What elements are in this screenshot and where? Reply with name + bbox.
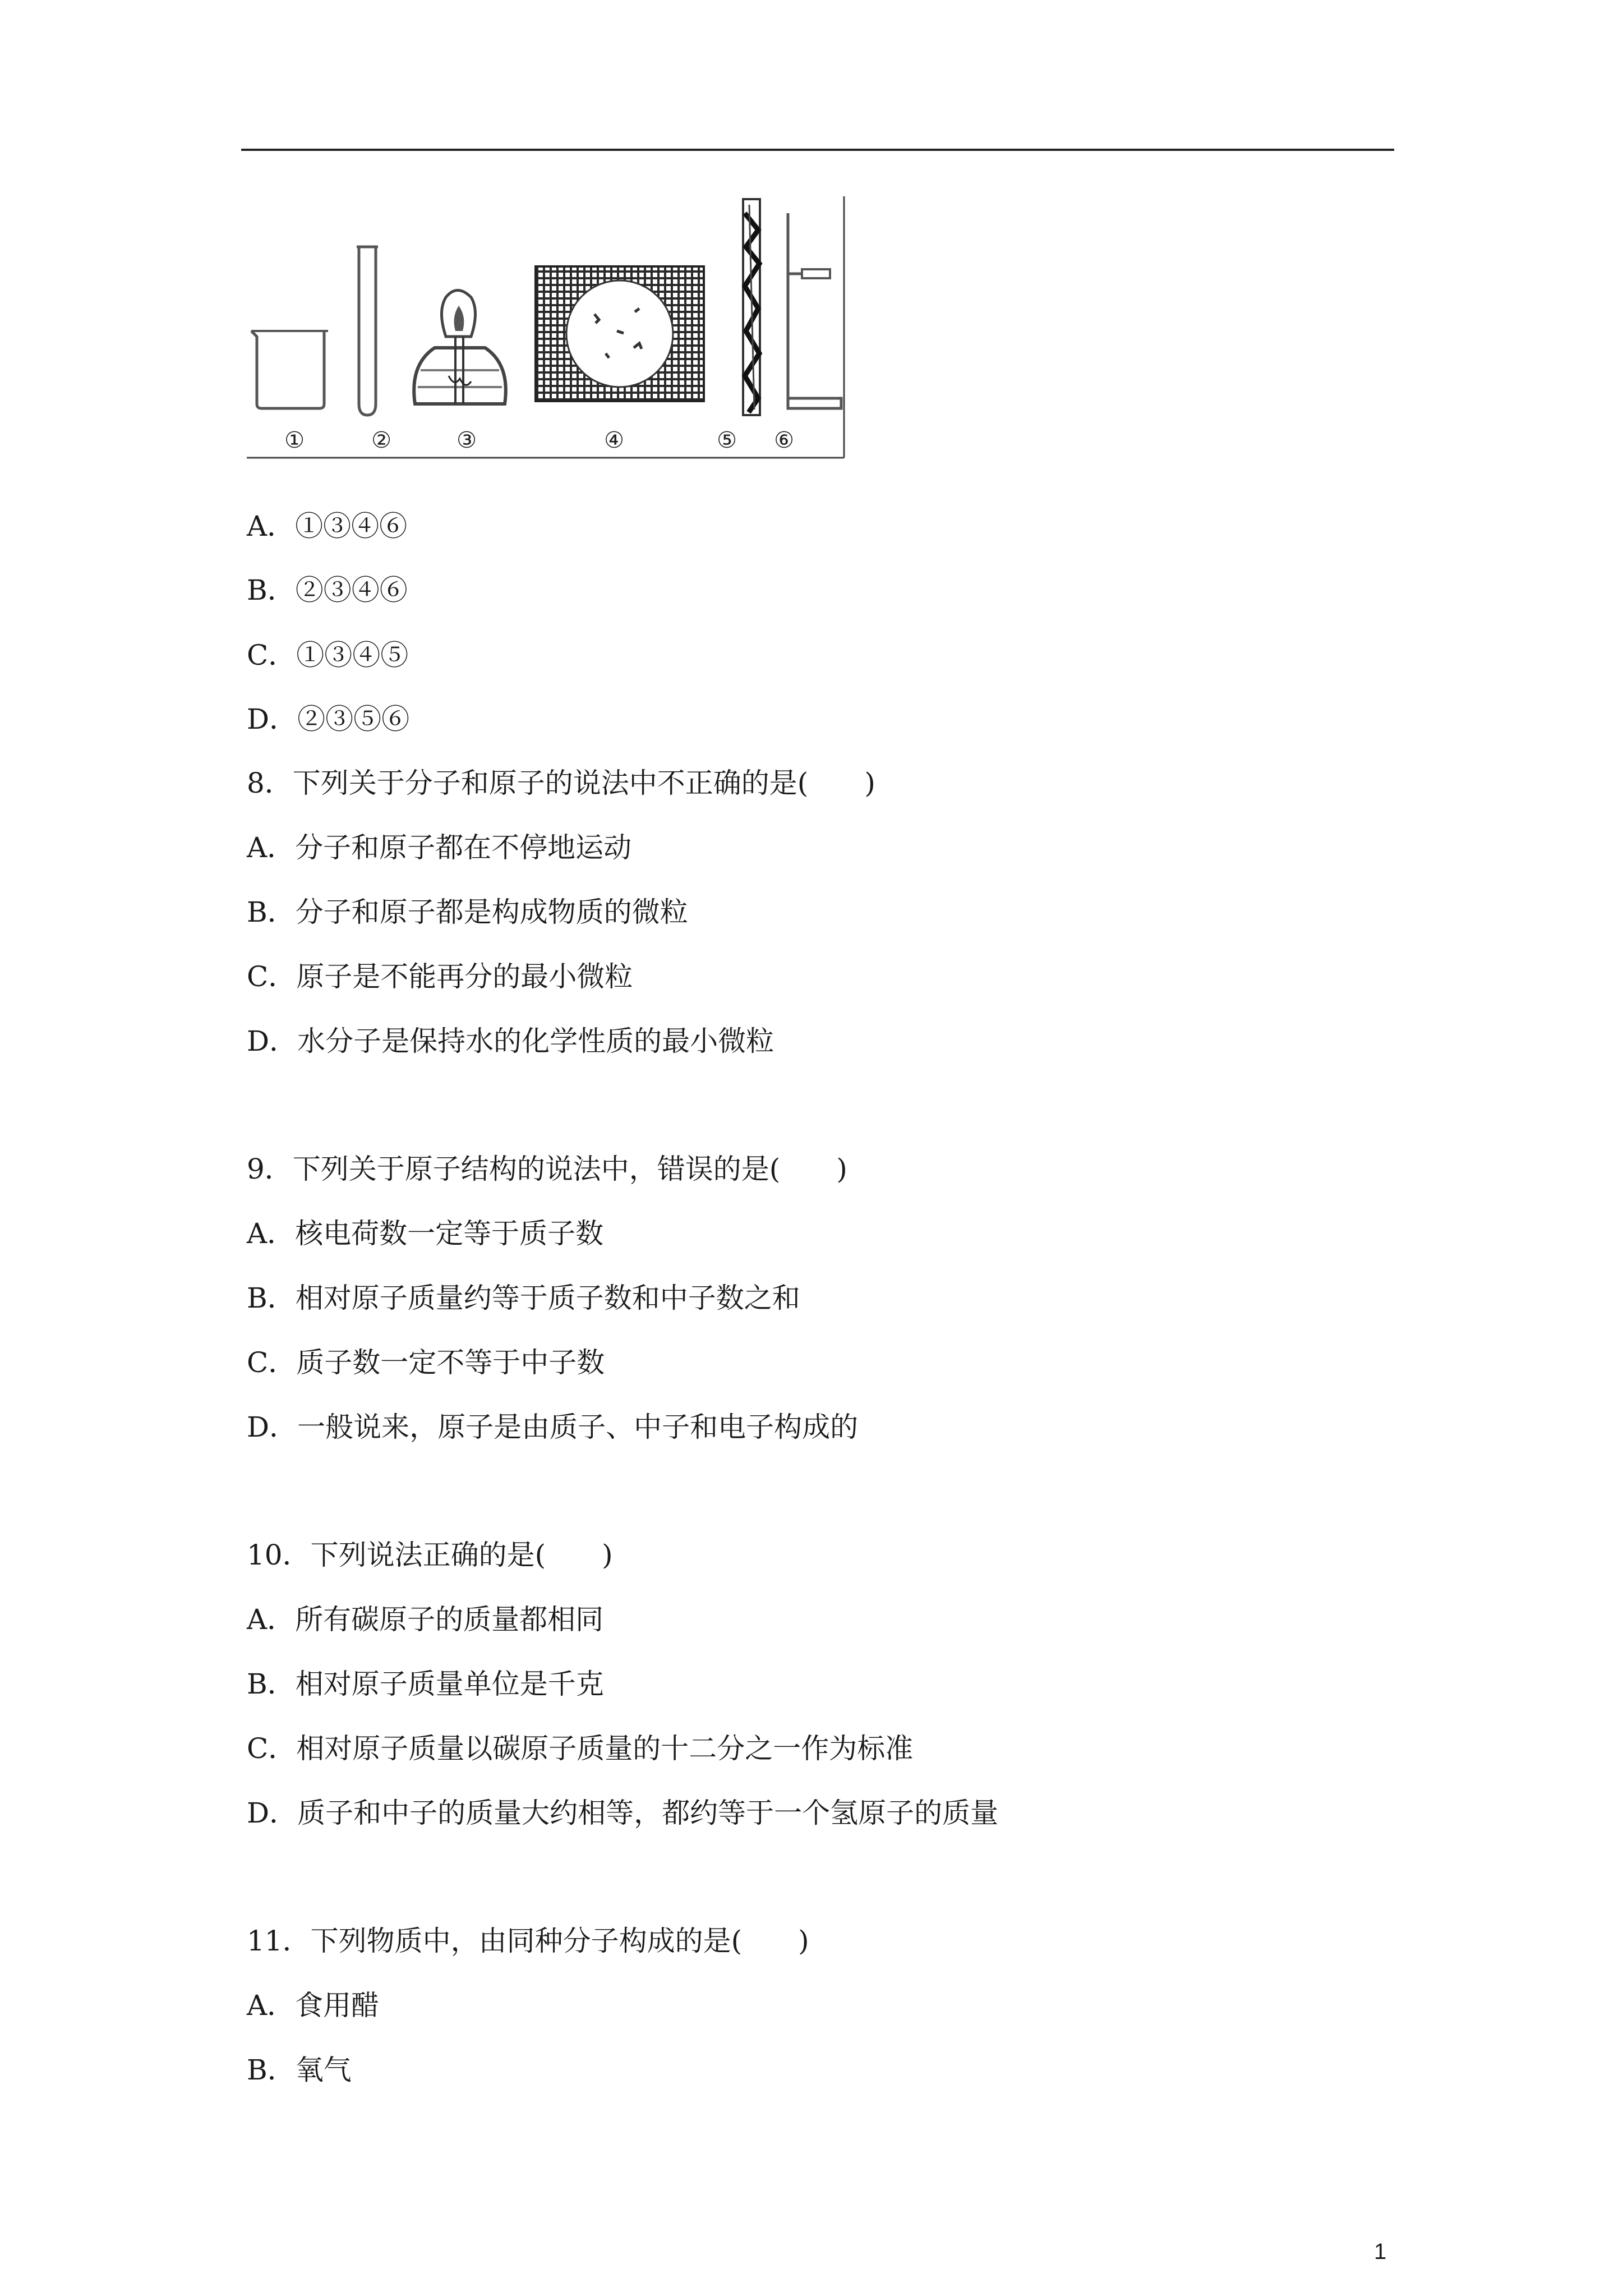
q8-option-b: B．分子和原子都是构成物质的微粒: [247, 896, 688, 928]
asbestos-gauze-icon: [536, 266, 704, 401]
q7-option-a: A．①③④⑥: [247, 510, 408, 542]
figure-label-4: ④: [604, 427, 624, 453]
q9-option-d: D．一般说来，原子是由质子、中子和电子构成的: [247, 1411, 859, 1443]
figure-label-5: ⑤: [717, 427, 737, 453]
q11-option-b: B．氧气: [247, 2054, 352, 2086]
lab-apparatus-figure: [247, 196, 847, 460]
page-number: 1: [1374, 2239, 1387, 2264]
test-tube-brush-icon: [743, 199, 760, 415]
q9-option-c: C．质子数一定不等于中子数: [247, 1346, 605, 1379]
q8-option-a: A．分子和原子都在不停地运动: [247, 831, 632, 864]
q9-stem: 9．下列关于原子结构的说法中，错误的是( ): [247, 1153, 847, 1185]
figure-label-3: ③: [457, 427, 477, 453]
apparatus-svg: [247, 196, 847, 460]
figure-label-2: ②: [371, 427, 391, 453]
q10-option-a: A．所有碳原子的质量都相同: [247, 1603, 604, 1636]
q10-option-b: B．相对原子质量单位是千克: [247, 1668, 604, 1700]
q7-option-d: D．②③⑤⑥: [247, 703, 410, 735]
q9-option-a: A．核电荷数一定等于质子数: [247, 1217, 604, 1250]
q10-stem: 10．下列说法正确的是( ): [247, 1539, 613, 1571]
header-rule: [241, 149, 1394, 151]
alcohol-lamp-icon: [414, 291, 506, 404]
iron-stand-icon: [788, 213, 841, 408]
figure-label-6: ⑥: [774, 427, 794, 453]
q9-option-b: B．相对原子质量约等于质子数和中子数之和: [247, 1282, 800, 1314]
q8-option-d: D．水分子是保持水的化学性质的最小微粒: [247, 1025, 774, 1057]
beaker-icon: [251, 331, 328, 408]
q7-option-b: B．②③④⑥: [247, 574, 408, 606]
q11-stem: 11．下列物质中，由同种分子构成的是( ): [247, 1925, 809, 1957]
test-tube-icon: [357, 247, 378, 415]
q10-option-c: C．相对原子质量以碳原子质量的十二分之一作为标准: [247, 1732, 914, 1765]
q10-option-d: D．质子和中子的质量大约相等，都约等于一个氢原子的质量: [247, 1797, 999, 1829]
q8-stem: 8．下列关于分子和原子的说法中不正确的是( ): [247, 767, 875, 799]
q7-option-c: C．①③④⑤: [247, 639, 409, 671]
q8-option-c: C．原子是不能再分的最小微粒: [247, 960, 633, 993]
figure-label-1: ①: [284, 427, 305, 453]
q11-option-a: A．食用醋: [247, 1989, 380, 2022]
